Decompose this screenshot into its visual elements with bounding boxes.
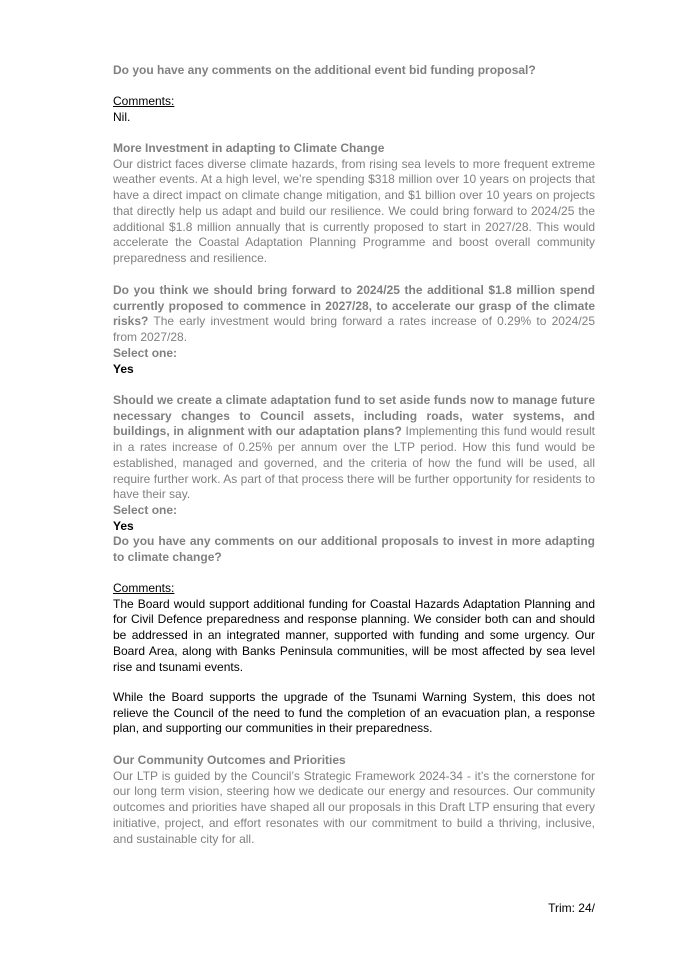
climate-comments-paragraph-2: While the Board supports the upgrade of the Tsunami Warning System, this does not relieve the Council of the need to fund the completion of an evacuation plan, a response plan, and supporting our communities in their preparedness.: [113, 690, 595, 736]
outcomes-section: [113, 753, 595, 847]
outcomes-heading: Our Community Outcomes and Priorities: [113, 753, 346, 767]
event-bid-question: Do you have any comments on the additional event bid funding proposal?: [113, 63, 536, 77]
bring-forward-paragraph: [113, 283, 595, 346]
adaptation-fund-paragraph: [113, 393, 595, 503]
select-one-label: Select one:: [113, 345, 178, 360]
adaptation-fund-answer: Yes: [113, 518, 134, 533]
climate-heading: More Investment in adapting to Climate Change: [113, 141, 385, 155]
comments-label: Comments:: [113, 581, 175, 595]
comments-text: Nil.: [113, 109, 131, 124]
adaptation-fund-block: [113, 393, 595, 534]
bring-forward-block: [113, 283, 595, 377]
outcomes-body: Our LTP is guided by the Council’s Strategic Framework 2024-34 - it’s the cornerstone for our long term vision, steering how we dedicate our energy and resources. Our community outcomes and priorities have shaped all our proposals in this Draft LTP ensuring that every initiative, project, and effort resonates with our commitment to build a thriving, inclusive, and sustainable city for all.: [113, 768, 595, 846]
bring-forward-question: Do you think we should bring forward to 2024/25 the additional $1.8 million spend currently proposed to commence in 2027/28, to accelerate our grasp of the climate risks?: [113, 283, 595, 329]
select-one-label: Select one:: [113, 502, 178, 517]
climate-comments: [113, 581, 595, 675]
climate-section: [113, 141, 595, 267]
adaptation-fund-detail: Implementing this fund would result in a rates increase of 0.25% per annum over the LTP period. How this fund would be established, managed and governed, and the criteria of how the fund will be used, all require further work. As part of that process there will be further opportunity for residents to have their say.: [113, 424, 595, 502]
climate-comments-paragraph-1: The Board would support additional funding for Coastal Hazards Adaptation Planning and for Civil Defence preparedness and response planning. We consider both can and should be addressed in an integrated manner, supported with funding and some urgency. Our Board Area, along with Banks Peninsula communities, will be most affected by sea level rise and tsunami events.: [113, 596, 595, 674]
trim-reference: Trim: 24/: [548, 901, 595, 915]
bring-forward-answer: Yes: [113, 361, 134, 376]
adaptation-fund-question: Should we create a climate adaptation fund to set aside funds now to manage future necessary changes to Council assets, including roads, water systems, and buildings, in alignment with our adaptation plans?: [113, 393, 595, 439]
climate-comments-question: Do you have any comments on our additional proposals to invest in more adapting to climate change?: [113, 534, 595, 564]
event-bid-comments: [113, 94, 595, 125]
climate-body: Our district faces diverse climate hazards, from rising sea levels to more frequent extreme weather events. At a high level, we’re spending $318 million over 10 years on projects that have a direct impact on climate change mitigation, and $1 billion over 10 years on projects that directly help us adapt and build our resilience. We could bring forward to 2024/25 the additional $1.8 million annually that is currently proposed to start in 2027/28. This would accelerate the Coastal Adaptation Planning Programme and boost overall community preparedness and resilience.: [113, 156, 595, 265]
comments-label: Comments:: [113, 94, 175, 108]
bring-forward-detail: The early investment would bring forward a rates increase of 0.29% to 2024/25 from 2027/28.: [113, 314, 595, 345]
